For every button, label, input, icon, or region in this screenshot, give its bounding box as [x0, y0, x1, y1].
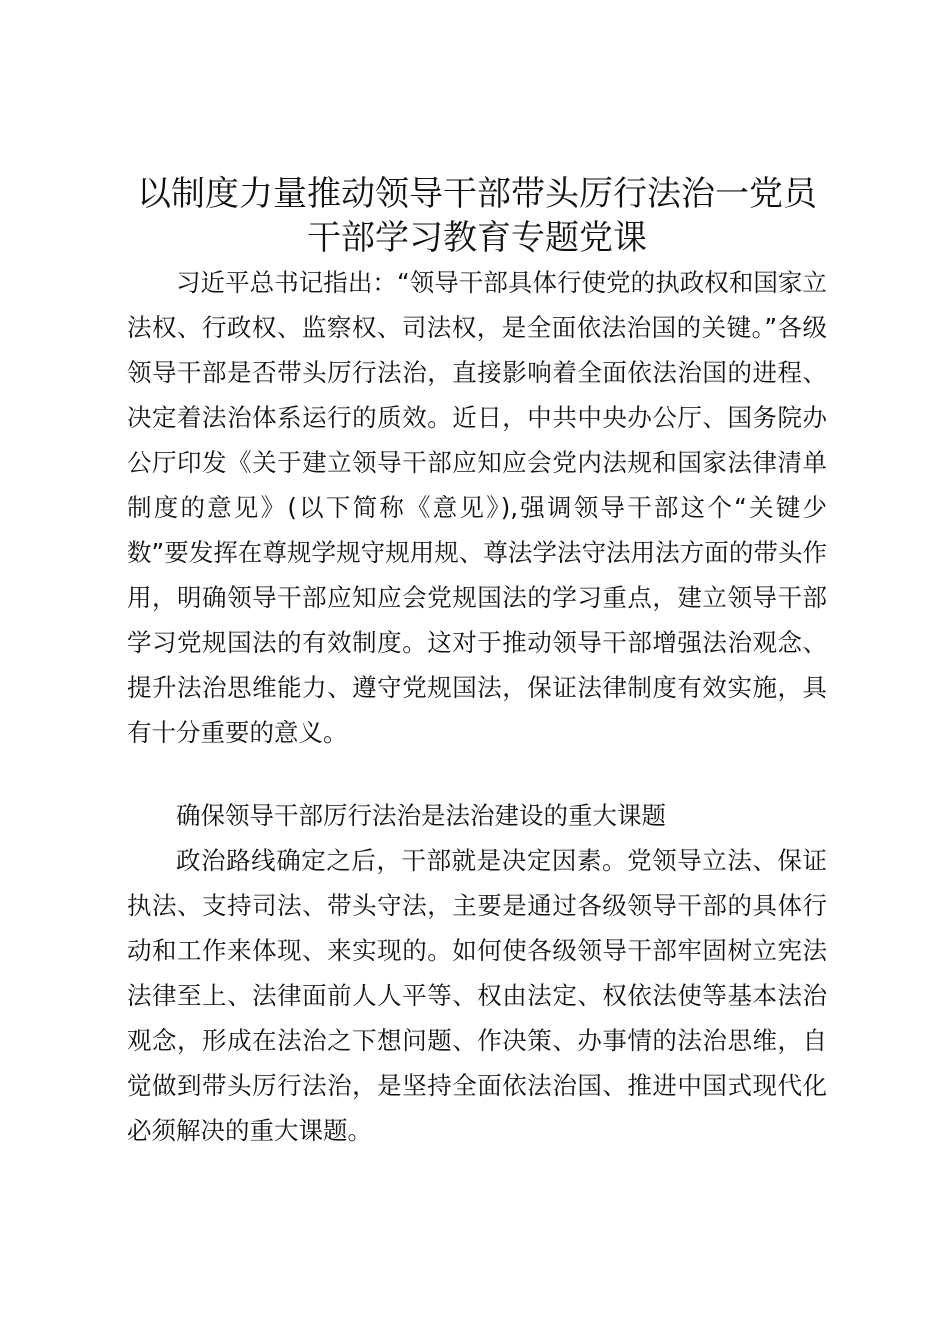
section-paragraph: 政治路线确定之后，干部就是决定因素。党领导立法、保证执法、支持司法、带头守法，主要是通过各级领导干部的具体行动和工作来体现、来实现的。如何使各级领导干部牢固树立宪法法律至上、法律面前人人平等、权由法定、权依法使等基本法治观念，形成在法治之下想问题、作决策、办事情的法治思维，自觉做到带头厉行法治，是坚持全面依法治国、推进中国式现代化必须解决的重大课题。 — [127, 846, 827, 1145]
paragraph-gap — [127, 755, 827, 793]
intro-paragraph: 习近平总书记指出：“领导干部具体行使党的执政权和国家立法权、行政权、监察权、司法权，是全面依法治国的关键。”各级领导干部是否带头厉行法治，直接影响着全面依法治国的进程、决定着法治体系运行的质效。近日，中共中央办公厅、国务院办公厅印发《关于建立领导干部应知应会党内法规和国家法律清单制度的意见》(以下简称《意见》),强调领导干部这个“关键少数”要发挥在尊规学规守规用规、尊法学法守法用法方面的带头作用，明确领导干部应知应会党规国法的学习重点，建立领导干部学习党规国法的有效制度。这对于推动领导干部增强法治观念、提升法治思维能力、遵守党规国法，保证法律制度有效实施，具有十分重要的意义。 — [127, 268, 827, 747]
document-title: 以制度力量推动领导干部带头厉行法治一党员干部学习教育专题党课 — [137, 174, 817, 258]
document-page — [127, 172, 827, 1153]
section-heading: 确保领导干部厉行法治是法治建设的重大课题 — [176, 801, 666, 830]
